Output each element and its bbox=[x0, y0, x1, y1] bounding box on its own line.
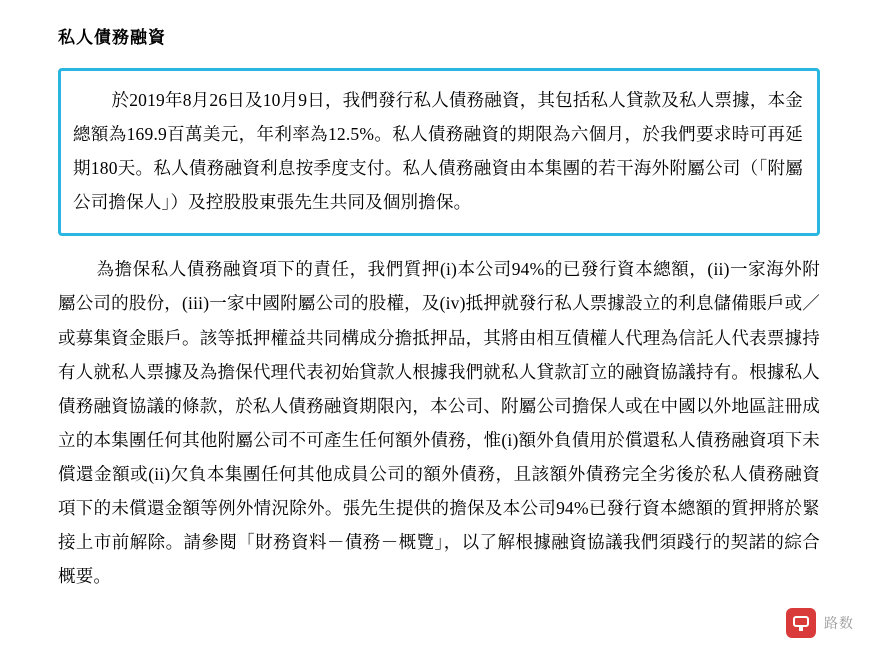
body-section bbox=[58, 252, 820, 593]
body-paragraph: 為擔保私人債務融資項下的責任，我們質押(i)本公司94%的已發行資本總額，(ii)一家海外附屬公司的股份，(iii)一家中國附屬公司的股權，及(iv)抵押就發行私人票據設立的利息儲備賬戶或／或募集資金賬戶。該等抵押權益共同構成分擔抵押品，其將由相互債權人代理為信託人代表票據持有人就私人票據及為擔保代理代表初始貸款人根據我們就私人貸款訂立的融資協議持有。根據私人債務融資協議的條款，於私人債務融資期限內，本公司、附屬公司擔保人或在中國以外地區註冊成立的本集團任何其他附屬公司不可產生任何額外債務，惟(i)額外負債用於償還私人債務融資項下未償還金額或(ii)欠負本集團任何其他成員公司的額外債務，且該額外債務完全劣後於私人債務融資項下的未償還金額等例外情況除外。張先生提供的擔保及本公司94%已發行資本總額的質押將於緊接上市前解除。請參閱「財務資料－債務－概覽」，以了解根據融資協議我們須踐行的契諾的綜合概要。 bbox=[58, 259, 820, 587]
watermark-label: 路数 bbox=[824, 615, 854, 631]
highlighted-paragraph: 於2019年8月26日及10月9日，我們發行私人債務融資，其包括私人貸款及私人票據，本金總額為169.9百萬美元，年利率為12.5%。私人債務融資的期限為六個月，於我們要求時可再延期180天。私人債務融資利息按季度支付。私人債務融資由本集團的若干海外附屬公司（「附屬公司擔保人」）及控股股東張先生共同及個別擔保。 bbox=[73, 89, 803, 213]
camera-icon bbox=[786, 608, 816, 638]
highlighted-section bbox=[58, 68, 820, 237]
page-title: 私人債務融資 bbox=[58, 28, 166, 47]
watermark bbox=[786, 608, 854, 638]
